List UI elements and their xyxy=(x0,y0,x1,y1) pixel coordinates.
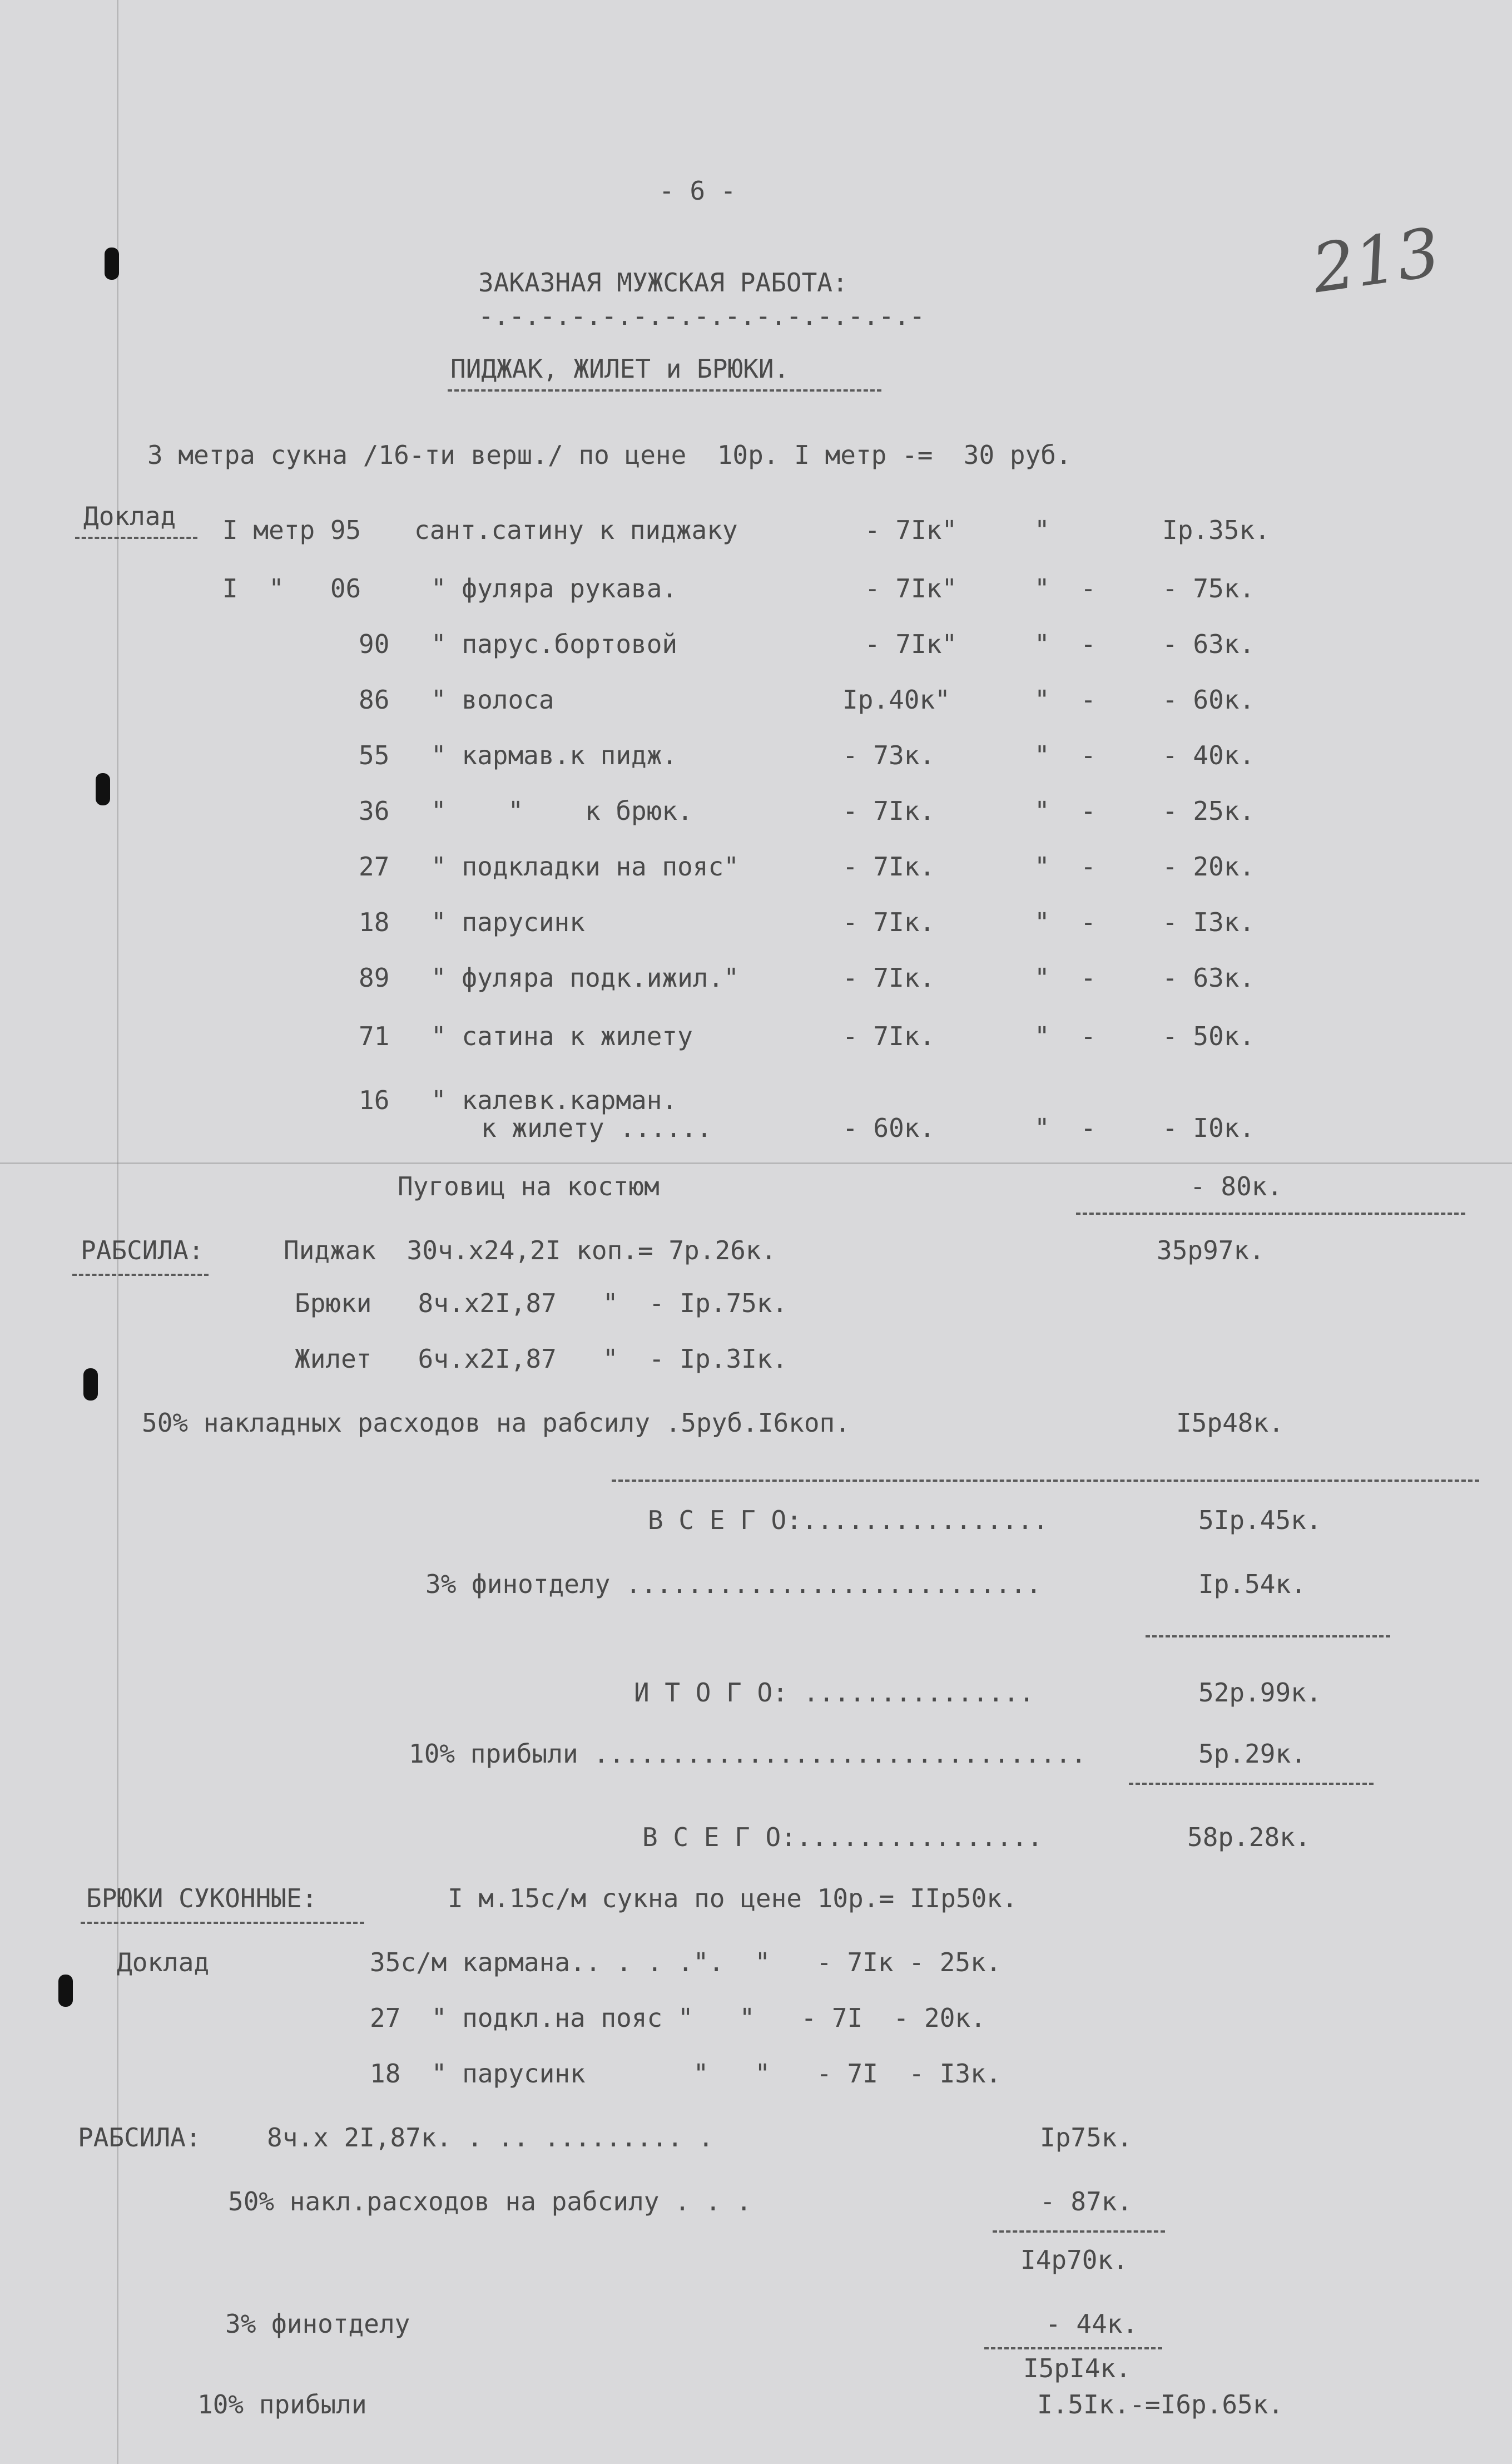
trousers-cloth: I м.15с/м сукна по цене 10р.= IIр50к. xyxy=(448,1883,1018,1913)
trousers-fin-sum: - 44к. xyxy=(1045,2309,1138,2339)
labor-underline xyxy=(72,1274,209,1276)
trousers-profit-sum: I.5Iк.-=I6р.65к. xyxy=(1037,2389,1284,2420)
materials-sum: 35р97к. xyxy=(1157,1235,1265,1265)
grand-total-label: В С Е Г О:................ xyxy=(642,1822,1043,1852)
profit-rule xyxy=(1129,1783,1374,1785)
overhead-line: 50% накладных расходов на рабсилу .5руб.I6коп. xyxy=(142,1408,850,1438)
document-page: - 6 - 213 ЗАКАЗНАЯ МУЖСКАЯ РАБОТА: -.-.-.-.-.-.-.-.-.-.-.-.-.-.- ПИДЖАК, ЖИЛЕТ и БРЮКИ. 3 метра сукна /16-ти верш./ по цене 10р. I метр -= 30 руб. Доклад I метр 95 сант.сатину к пиджаку - 7Iк" " Iр.35к. I " 06 " фуляра рукава. - 7Iк" " - - 75к. 90 " парус.бортовой - 7Iк" " - - 63к. 86 " волоса Iр.40к" " - - 60к. 55 " кармав.к пидж. - 73к. " - - 40к. 36 " " к брюк. - 7Iк. " - - 25к. 27 " подкладки на пояс" - 7Iк. " - - 20к. 18 " парусинк - 7Iк. " - - I3к. 89 " фуляра подк.ижил." - 7Iк. " - - 63к. 71 " сатина к жилету - 7Iк. " - - 50к. 16 " калевк.карман. к жилету ...... - 60к. " - - I0к. Пуговиц на костюм - 80к. РАБСИЛА: Пиджак 30ч.х24,2I коп.= 7р.26к. 35р97к. Брюки 8ч.х2I,87 " - Iр.75к. Жилет 6ч.х2I,87 " - Iр.3Iк. 50% накладных расходов на рабсилу .5руб.I6коп. I5р48к. В С Е Г О:................ 5Iр.45к. 3% финотделу ........................... Iр.54к. И Т О Г О: ............... 52р.99к. 10% прибыли ................................ 5р.29к. В С Е Г О:................ 58р.28к. БРЮКИ СУКОННЫЕ: I м.15с/м сукна по цене 10р.= IIр50к. Доклад 35с/м кармана.. . . .". " - 7Iк - 25к. 27 " подкл.на пояс " " - 7I - 20к. 18 " парусинк " " - 7I - I3к. РАБСИЛА: 8ч.х 2I,87к. . .. ......... . Iр75к. 50% накл.расходов на рабсилу . . . - 87к. I4р70к. 3% финотделу - 44к. I5рI4к. 10% прибыли I.5Iк.-=I6р.65к. xyxy=(0,0,1512,2464)
trousers-dokl-label: Доклад xyxy=(117,1947,210,1977)
trousers-overhead: 50% накл.расходов на рабсилу . . . xyxy=(228,2186,752,2216)
labor-label: РАБСИЛА: xyxy=(81,1235,204,1265)
fin-rule xyxy=(1146,1635,1390,1637)
trousers-row: 35с/м кармана.. . . .". " - 7Iк - 25к. xyxy=(370,1947,1002,1977)
page-number: - 6 - xyxy=(659,176,736,206)
dokl-label: Доклад xyxy=(83,501,176,531)
labor-row: Пиджак 30ч.х24,2I коп.= 7р.26к. xyxy=(284,1235,777,1265)
profit-label: 10% прибыли ................................ xyxy=(409,1739,1087,1769)
document-subtitle: ПИДЖАК, ЖИЛЕТ и БРЮКИ. xyxy=(450,354,790,384)
fin-dept-label: 3% финотделу ........................... xyxy=(425,1569,1042,1599)
trousers-row: 27 " подкл.на пояс " " - 7I - 20к. xyxy=(370,2003,986,2033)
punch-hole xyxy=(83,1368,98,1401)
punch-hole xyxy=(96,773,110,805)
trousers-row: 18 " парусинк " " - 7I - I3к. xyxy=(370,2059,1002,2089)
trousers-labor: 8ч.х 2I,87к. . .. ......... . xyxy=(267,2122,714,2153)
buttons-line-sum: - 80к. xyxy=(1190,1171,1283,1201)
profit-sum: 5р.29к. xyxy=(1198,1739,1306,1769)
trousers-fin-label: 3% финотделу xyxy=(225,2309,410,2339)
cloth-line: 3 метра сукна /16-ти верш./ по цене 10р. I метр -= 30 руб. xyxy=(147,440,1072,470)
buttons-line-label: Пуговиц на костюм xyxy=(398,1171,660,1201)
trousers-labor-sum: Iр75к. xyxy=(1040,2122,1133,2153)
trousers-profit-label: 10% прибыли xyxy=(197,2389,367,2420)
total-sum: 5Iр.45к. xyxy=(1198,1505,1322,1535)
punch-hole xyxy=(58,1975,73,2007)
title-underline: -.-.-.-.-.-.-.-.-.-.-.-.-.-.- xyxy=(478,301,925,331)
trousers-overhead-sum: - 87к. xyxy=(1040,2186,1133,2216)
subtitle-underline xyxy=(448,389,881,392)
trousers-labor-label: РАБСИЛА: xyxy=(78,2122,201,2153)
trousers-subtotal-rule xyxy=(993,2230,1165,2233)
overhead-sum: I5р48к. xyxy=(1176,1408,1284,1438)
total-label: В С Е Г О:................ xyxy=(648,1505,1049,1535)
fin-dept-sum: Iр.54к. xyxy=(1198,1569,1306,1599)
itogo-label: И Т О Г О: ............... xyxy=(634,1678,1035,1708)
trousers-subtotal: I4р70к. xyxy=(1020,2245,1128,2275)
archive-number: 213 xyxy=(1307,214,1445,309)
labor-row: Жилет 6ч.х2I,87 " - Iр.3Iк. xyxy=(295,1344,788,1374)
subtotal-rule xyxy=(612,1480,1479,1482)
punch-hole xyxy=(105,248,119,280)
trousers-heading: БРЮКИ СУКОННЫЕ: xyxy=(86,1883,318,1913)
page-fold-horizontal xyxy=(0,1162,1512,1164)
itogo-sum: 52р.99к. xyxy=(1198,1678,1322,1708)
document-title: ЗАКАЗНАЯ МУЖСКАЯ РАБОТА: xyxy=(478,268,848,298)
materials-total-rule xyxy=(1076,1213,1465,1215)
grand-total-sum: 58р.28к. xyxy=(1187,1822,1311,1852)
trousers-total: I5рI4к. xyxy=(1023,2353,1131,2383)
dokl-underline xyxy=(75,537,197,539)
trousers-heading-underline xyxy=(81,1922,364,1924)
labor-row: Брюки 8ч.х2I,87 " - Iр.75к. xyxy=(295,1288,788,1318)
trousers-total-rule xyxy=(984,2347,1162,2349)
page-fold-vertical xyxy=(117,0,118,2464)
